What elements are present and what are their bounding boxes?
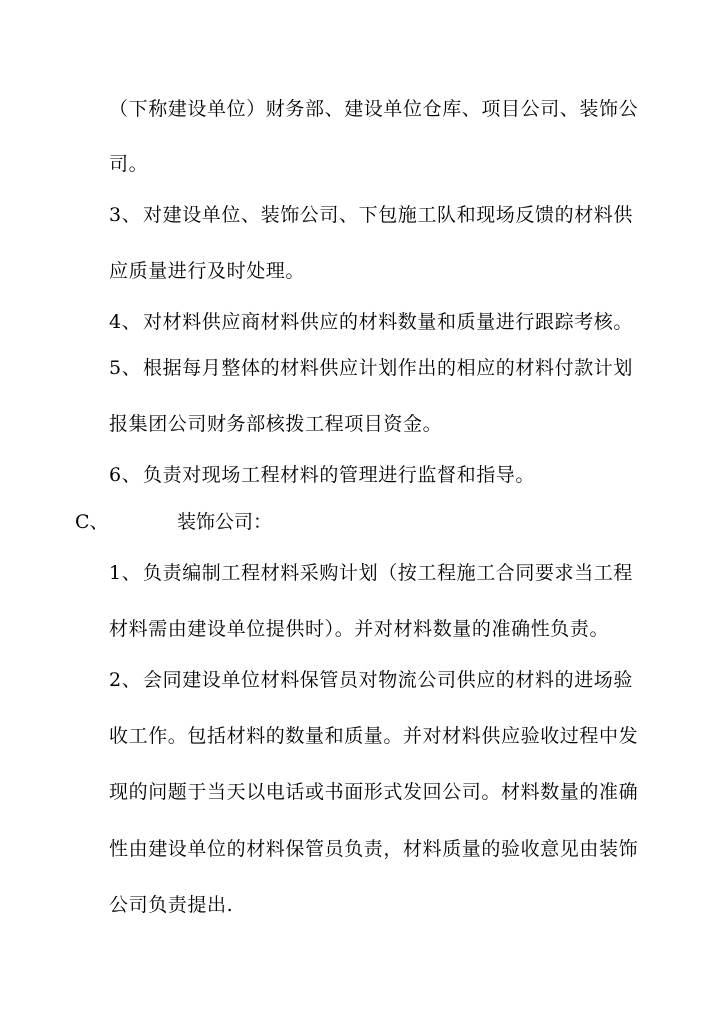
line-text: 现的问题于当天以电话或书面形式发回公司。材料数量的准确 <box>109 781 639 803</box>
line-text: （下称建设单位）财务部、建设单位仓库、项目公司、装饰公 <box>109 98 639 120</box>
line-text: 司。 <box>109 153 149 175</box>
paragraph-line <box>109 259 649 283</box>
line-text: 收工作。包括材料的数量和质量。并对材料供应验收过程中发 <box>109 725 639 747</box>
line-text: 性由建设单位的材料保管员负责，材料质量的验收意见由装饰 <box>109 838 639 860</box>
section-heading <box>75 510 645 534</box>
line-text: 公司负责提出. <box>109 894 234 916</box>
list-item-4 <box>109 310 649 334</box>
line-text: 根据每月整体的材料供应计划作出的相应的材料付款计划 <box>143 357 634 379</box>
line-text: 对建设单位、装饰公司、下包施工队和现场反馈的材料供 <box>143 204 634 226</box>
paragraph-line <box>109 837 649 861</box>
paragraph-line <box>109 412 649 436</box>
list-item-1 <box>109 561 649 585</box>
list-item-2 <box>109 668 649 692</box>
line-text: 应质量进行及时处理。 <box>109 260 306 282</box>
section-letter: C、 <box>75 511 109 533</box>
list-item-6 <box>109 463 649 487</box>
paragraph-line <box>109 97 649 121</box>
list-number: 5、 <box>109 357 142 379</box>
list-number: 3、 <box>109 204 142 226</box>
line-text: 负责编制工程材料采购计划（按工程施工合同要求当工程 <box>143 562 634 584</box>
line-text: 材料需由建设单位提供时）。并对材料数量的准确性负责。 <box>109 618 610 640</box>
paragraph-line <box>109 617 649 641</box>
paragraph-line <box>109 893 649 917</box>
line-text: 对材料供应商材料供应的材料数量和质量进行跟踪考核。 <box>143 311 634 333</box>
list-number: 1、 <box>109 562 142 584</box>
list-number: 2、 <box>109 669 142 691</box>
paragraph-line <box>109 780 649 804</box>
section-title: 装饰公司： <box>177 511 273 533</box>
line-text: 报集团公司财务部核拨工程项目资金。 <box>109 413 443 435</box>
list-item-3 <box>109 203 649 227</box>
paragraph-line <box>109 152 649 176</box>
line-text: 会同建设单位材料保管员对物流公司供应的材料的进场验 <box>143 669 634 691</box>
paragraph-line <box>109 724 649 748</box>
list-number: 6、 <box>109 464 142 486</box>
list-number: 4、 <box>109 311 142 333</box>
line-text: 负责对现场工程材料的管理进行监督和指导。 <box>143 464 536 486</box>
list-item-5 <box>109 356 649 380</box>
